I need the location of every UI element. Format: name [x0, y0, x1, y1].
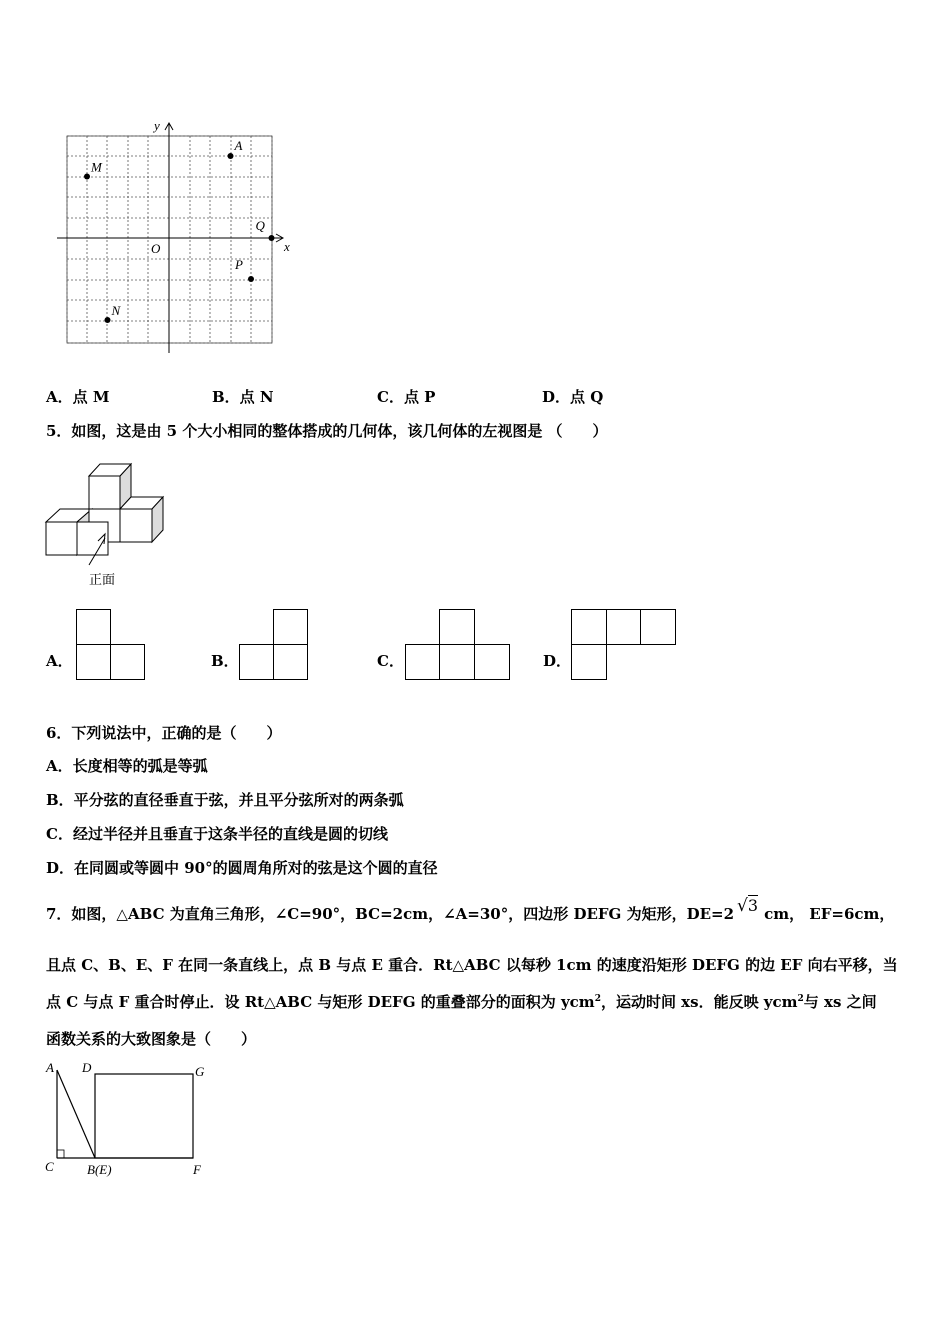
q5-option-a-label[interactable]: A． [46, 652, 73, 670]
q4-option-a[interactable]: A．点 M [46, 388, 110, 406]
q7-stem-line3-a: 点 C 与点 F 重合时停止．设 Rt△ABC 与矩形 DEFG 的重叠部分的面积为 ycm [46, 993, 595, 1011]
q4-y-axis-label: y [154, 118, 160, 133]
q6-option-a[interactable]: A．长度相等的弧是等弧 [46, 757, 208, 775]
point-label-m: M [91, 159, 102, 175]
point-q [269, 235, 275, 241]
q7-label-g: G [195, 1064, 205, 1079]
q6-stem: 6．下列说法中，正确的是（ ） [46, 724, 282, 742]
point-m [84, 174, 90, 180]
q7-stem-line1-b: cm， EF=6cm， [764, 905, 895, 923]
q7-stem-line3-b: ，运动时间 xs．能反映 ycm [600, 993, 798, 1011]
q7-stem-line1 [46, 896, 895, 924]
q6-option-c[interactable]: C．经过半径并且垂直于这条半径的直线是圆的切线 [46, 825, 388, 843]
point-label-a: A [234, 138, 243, 153]
q7-label-f: F [193, 1162, 201, 1177]
q7-label-c: C [45, 1159, 54, 1174]
q7-figure [40, 1058, 220, 1183]
q7-stem-line4: 函数关系的大致图象是（ ） [46, 1030, 257, 1048]
q7-stem-line3-c: 与 xs 之间 [803, 993, 877, 1011]
left-cube-front [46, 522, 77, 555]
q7-label-be: B(E) [87, 1162, 112, 1177]
q5-stem: 5．如图，这是由 5 个大小相同的整体搭成的几何体，该几何体的左视图是 （ ） [46, 422, 608, 440]
point-label-p: P [235, 257, 243, 272]
q4-option-c[interactable]: C．点 P [377, 388, 436, 406]
q6-option-d[interactable]: D．在同圆或等圆中 90°的圆周角所对的弦是这个圆的直径 [46, 859, 438, 877]
q5-option-c-label[interactable]: C． [377, 652, 404, 670]
q7-radical: √ [737, 896, 748, 916]
q7-stem-line1-a: 7．如图，△ABC 为直角三角形，∠C=90°，BC=2cm，∠A=30°，四边形 DEFG 为矩形，DE=2 [46, 905, 735, 923]
right-cube-front [120, 509, 152, 542]
q4-origin-label: O [151, 241, 161, 256]
q5-option-d-label[interactable]: D． [543, 652, 572, 670]
q4-option-b[interactable]: B．点 N [212, 388, 274, 406]
q7-radicand: 3 [747, 896, 759, 915]
q5-front-label: 正面 [89, 573, 116, 588]
q7-right-angle-mark [57, 1150, 64, 1158]
q7-stem-line3 [46, 991, 877, 1012]
q7-rectangle-defg [95, 1074, 193, 1158]
q4-coordinate-figure [50, 115, 300, 360]
q7-sup-2: 2 [797, 994, 804, 1004]
q7-side-ab [57, 1070, 95, 1158]
point-p [248, 276, 254, 282]
q4-x-axis-label: x [284, 239, 290, 254]
front-cube [77, 522, 108, 555]
point-label-n: N [111, 303, 121, 318]
q7-label-d: D [82, 1060, 92, 1075]
point-label-q: Q [255, 218, 265, 233]
top-cube-front [89, 476, 120, 509]
q7-sup-1: 2 [594, 994, 601, 1004]
q4-option-d[interactable]: D．点 Q [542, 388, 604, 406]
q5-option-b-label[interactable]: B． [211, 652, 239, 670]
point-n [105, 317, 111, 323]
q7-label-a: A [46, 1060, 54, 1075]
q5-option-c-figure[interactable] [405, 609, 513, 681]
q6-option-b[interactable]: B．平分弦的直径垂直于弦，并且平分弦所对的两条弧 [46, 791, 404, 809]
q5-option-b-figure[interactable] [239, 609, 311, 681]
q7-stem-line2: 且点 C、B、E、F 在同一条直线上，点 B 与点 E 重合．Rt△ABC 以每秒 1cm 的速度沿矩形 DEFG 的边 EF 向右平移，当 [46, 956, 898, 974]
q5-option-d-figure[interactable] [571, 609, 679, 681]
q5-option-a-figure[interactable] [76, 609, 148, 681]
point-a [228, 153, 234, 159]
